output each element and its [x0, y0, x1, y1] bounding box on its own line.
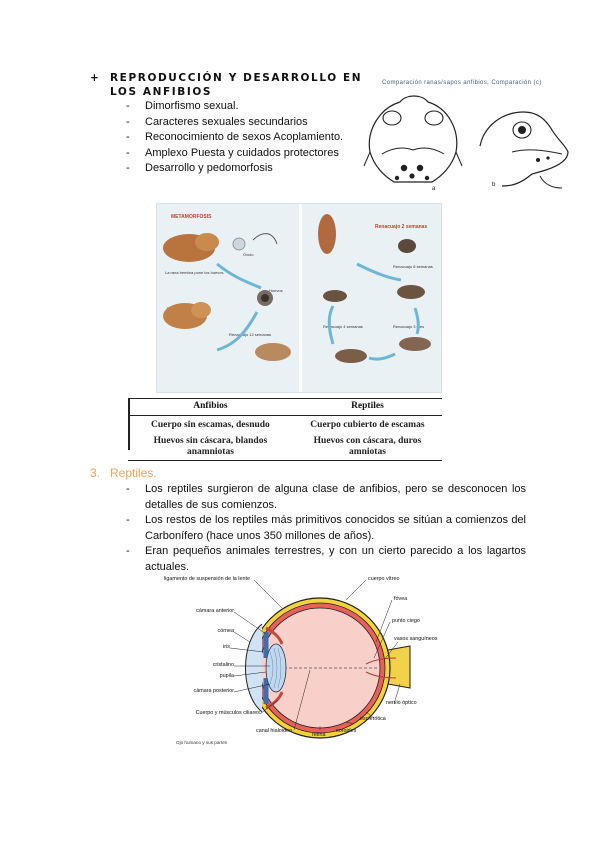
metamorphosis-note: Renacuajo 3 mes: [393, 324, 425, 329]
frog-label-b: b: [492, 182, 496, 188]
list-item: - Desarrollo y pedomorfosis: [126, 161, 376, 177]
table-cell: Cuerpo sin escamas, desnudo: [151, 420, 270, 430]
amphibian-section-heading: [90, 71, 370, 99]
metamorphosis-note: Óvulo: [243, 252, 254, 257]
list-item: - Los restos de los reptiles más primitivos conocidos se sitúan a comienzos del Carbonífero (hace unos 350 millones de años).: [126, 513, 526, 544]
list-item: - Eran pequeños animales terrestres, y con un cierto parecido a los lagartos actuales.: [126, 544, 526, 575]
metamorphosis-note: Renacuajo 8 semanas: [393, 264, 433, 269]
section-number: 3.: [90, 466, 101, 480]
reptiles-section-heading: [90, 466, 157, 480]
eye-label-camara-posterior: cámara posterior: [193, 688, 234, 694]
list-item: - Reconocimiento de sexos Acoplamiento.: [126, 130, 376, 146]
eye-label-fovea: fóvea: [394, 596, 408, 602]
eye-label-retina: retina: [312, 732, 326, 738]
amphibian-reptile-table: [128, 398, 442, 461]
list-item: - Caracteres sexuales secundarios: [126, 115, 376, 131]
eye-label-ligamento: ligamento de suspensión de la lente: [163, 576, 250, 582]
metamorphosis-note: Renacuajo 4 semanas: [323, 324, 363, 329]
eye-label-musculos-ciliares: Cuerpo y músculos ciliares: [195, 710, 260, 716]
eye-label-punto-ciego: punto ciego: [392, 618, 420, 624]
eye-footnote: Ojo humano y sus partes: [176, 740, 228, 745]
metamorphosis-title: METAMORFOSIS: [171, 214, 212, 220]
frog-figure-caption: Comparación ranas/sapos anfibios, Comparación (c): [382, 80, 542, 86]
eye-label-vasos: vasos sanguíneos: [394, 636, 438, 642]
list-item: - Dimorfismo sexual.: [126, 99, 376, 115]
eye-label-cristalino: cristalino: [212, 662, 234, 668]
metamorphosis-illustration: [156, 203, 442, 393]
reptiles-list: [126, 482, 526, 575]
table-header-row: [128, 399, 442, 416]
table-cell: Huevos con cáscara, duros amniotas: [293, 432, 442, 461]
table-header-amphibians: Anfibios: [128, 399, 293, 416]
list-item: - Amplexo Puesta y cuidados protectores: [126, 146, 376, 162]
eye-label-pupila: pupila: [219, 673, 234, 679]
eye-label-nervio-optico: nervio óptico: [386, 700, 417, 706]
metamorphosis-note: Huevos: [269, 288, 283, 293]
heading-bullet: +: [90, 72, 101, 84]
heading-text: REPRODUCCIÓN Y DESARROLLO EN LOS ANFIBIOS: [110, 72, 363, 98]
frog-heads-illustration: [362, 90, 574, 200]
metamorphosis-drawing: [157, 204, 442, 393]
eye-label-iris: iris: [223, 644, 230, 650]
metamorphosis-note: La rana hembra pone los huevos: [165, 270, 224, 275]
eye-diagram: [163, 572, 438, 760]
table-cell: Cuerpo cubierto de escamas: [310, 420, 425, 430]
table-header-reptiles: Reptiles: [293, 399, 442, 416]
amphibian-traits-list: [126, 99, 376, 177]
eye-label-cornea: córnea: [217, 628, 234, 634]
eye-label-cuerpo-vitreo: cuerpo vítreo: [368, 576, 400, 582]
table-row: [128, 416, 442, 432]
list-item: - Los reptiles surgieron de alguna clase de anfibios, pero se desconocen los detalles de sus comienzos.: [126, 482, 526, 513]
table-row: [128, 432, 442, 461]
eye-label-coroides: coroides: [336, 728, 357, 734]
section-title: Reptiles.: [110, 466, 157, 480]
eye-label-esclerotica: esclerótica: [360, 716, 386, 722]
frog-label-a: a: [432, 186, 436, 192]
eye-label-canal-hialoideo: canal hialoideo: [256, 728, 292, 734]
metamorphosis-note: Renacuajo 12 semanas: [229, 332, 272, 337]
metamorphosis-right-title: Renacuajo 2 semanas: [375, 224, 428, 230]
eye-label-camara-anterior: cámara anterior: [196, 608, 234, 614]
table-cell: Huevos sin cáscara, blandos anamniotas: [128, 432, 293, 461]
